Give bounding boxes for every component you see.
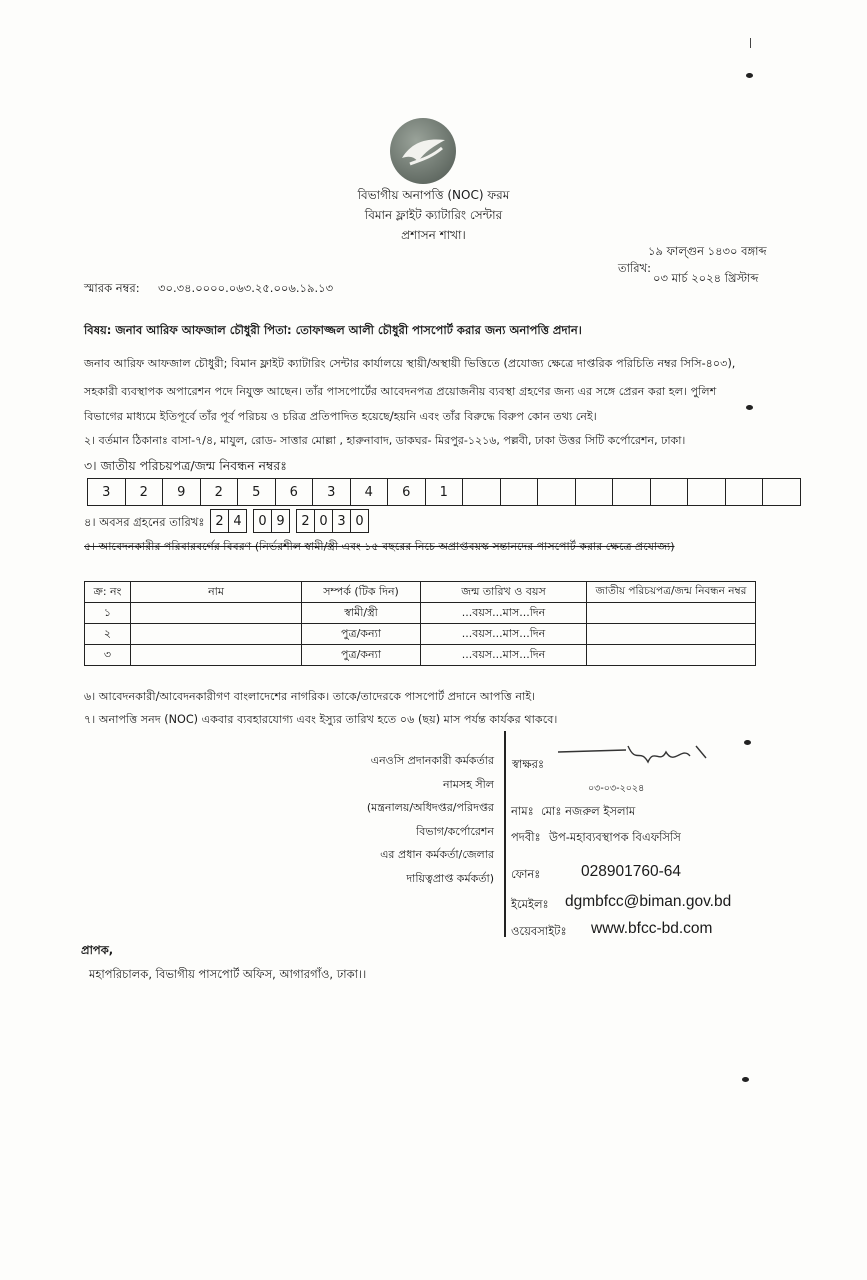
body-line-2: সহকারী ব্যবস্থাপক অপারেশন পদে নিযুক্ত আছেন। তাঁর পাসপোর্টের আবেদনপত্র প্রয়োজনীয় ব্যবস্থা গ্রহণের জন্য এর সঙ্গে প্রেরন করা হল। পুলিশ bbox=[84, 385, 717, 398]
sign-date: ০৩-০৩-২০২৪ bbox=[588, 783, 645, 794]
row-nid bbox=[587, 645, 756, 666]
nid-digit-cell bbox=[575, 479, 613, 506]
retirement-month-cell: 0 bbox=[254, 510, 272, 533]
row-age: ...বয়স...মাস...দিন bbox=[421, 624, 587, 645]
col-relation: সম্পর্ক (টিক দিন) bbox=[302, 582, 421, 603]
nid-digit-cell bbox=[763, 479, 801, 506]
nid-digit-cell: 5 bbox=[238, 479, 276, 506]
scan-dot bbox=[746, 73, 753, 78]
retirement-year-cell: 0 bbox=[315, 510, 333, 533]
org-name: বিমান ফ্লাইট ক্যাটারিং সেন্টার bbox=[364, 208, 503, 222]
officer-line: এনওসি প্রদানকারী কর্মকর্তার bbox=[370, 754, 494, 767]
scan-dot bbox=[742, 1077, 749, 1082]
date-gap bbox=[247, 510, 254, 533]
table-row bbox=[85, 624, 756, 645]
retirement-label: ৪। অবসর গ্রহনের তারিখঃ bbox=[84, 515, 205, 529]
nid-digit-cell: 4 bbox=[350, 479, 388, 506]
row-nid bbox=[587, 624, 756, 645]
scan-dot bbox=[746, 405, 753, 410]
nid-digit-cell: 3 bbox=[313, 479, 351, 506]
body-line-1: জনাব আরিফ আফজাল চৌধুরী; বিমান ফ্লাইট ক্যাটারিং সেন্টার কার্যালয়ে স্থায়ী/অস্থায়ী ভিত্তিতে (প্রযোজ্য ক্ষেত্রে দাপ্তরিক পরিচিতি নম্বর সিসি-৪০৩), bbox=[84, 357, 736, 370]
scan-dot bbox=[744, 740, 751, 745]
family-table bbox=[84, 581, 756, 666]
officer-block bbox=[300, 749, 494, 890]
memo-label: স্মারক নম্বর: bbox=[84, 281, 140, 295]
signatory-designation: উপ-মহাব্যবস্থাপক বিএফসিসি bbox=[549, 830, 681, 844]
table-row bbox=[85, 603, 756, 624]
address-line: ২। বর্তমান ঠিকানাঃ বাসা-৭/৪, মাযুল, রোড- সাত্তার মোল্লা , হারুনাবাদ, ডাকঘর- মিরপুর-১২১৬, পল্লবী, ঢাকা উত্তর সিটি কর্পোরেশন, ঢাকা। bbox=[84, 434, 686, 447]
nid-digit-cell bbox=[725, 479, 763, 506]
name-label: নামঃ bbox=[511, 804, 534, 818]
designation-label: পদবীঃ bbox=[511, 830, 541, 844]
nid-digit-cell bbox=[463, 479, 501, 506]
email-label: ইমেইলঃ bbox=[511, 897, 549, 911]
date-label: তারিখ: bbox=[618, 261, 652, 275]
website-url: www.bfcc-bd.com bbox=[591, 920, 713, 937]
date-gregorian: ০৩ মার্চ ২০২৪ খ্রিস্টাব্দ bbox=[653, 271, 759, 285]
nid-digit-cell: 6 bbox=[388, 479, 426, 506]
nid-digit-cell: 1 bbox=[425, 479, 463, 506]
recipient-name: মহাপরিচালক, বিভাগীয় পাসপোর্ট অফিস, আগারগাঁও, ঢাকা।। bbox=[89, 967, 367, 981]
retirement-date-grid bbox=[210, 509, 369, 533]
sign-label: স্বাক্ষরঃ bbox=[512, 757, 545, 771]
clause-6: ৬। আবেদনকারী/আবেদনকারীগণ বাংলাদেশের নাগরিক। তাকে/তাদেরকে পাসপোর্ট প্রদানে আপত্তি নাই। bbox=[84, 690, 536, 703]
email-address: dgmbfcc@biman.gov.bd bbox=[565, 893, 732, 910]
row-serial: ২ bbox=[85, 624, 131, 645]
body-line-3: বিভাগের মাধ্যমে ইতিপূর্বে তাঁর পূর্ব পরিচয় ও চরিত্র প্রতিপাদিত হয়েছে/হয়নি এবং তাঁর বিরুদ্ধে বিরুপ কোন তথ্য নেই। bbox=[84, 410, 597, 423]
subject-line: বিষয়: জনাব আরিফ আফজাল চৌধুরী পিতা: তোফাজ্জল আলী চৌধুরী পাসপোর্ট করার জন্য অনাপত্তি প্রদান। bbox=[84, 323, 582, 337]
retirement-year-cell: 0 bbox=[351, 510, 369, 533]
officer-line: নামসহ সীল bbox=[442, 777, 494, 791]
row-age: ...বয়স...মাস...দিন bbox=[421, 603, 587, 624]
retirement-year-cell: 3 bbox=[333, 510, 351, 533]
divider-line bbox=[504, 731, 506, 937]
family-table-header bbox=[85, 582, 756, 603]
branch-name: প্রশাসন শাখা। bbox=[401, 228, 466, 242]
biman-logo bbox=[390, 118, 456, 184]
nid-digit-cell: 3 bbox=[88, 479, 126, 506]
officer-line: বিভাগ/কর্পোরেশন bbox=[416, 824, 494, 838]
date-bangla: ১৯ ফাল্গুন ১৪৩০ বঙ্গাব্দ bbox=[648, 244, 767, 258]
phone-number: 028901760-64 bbox=[581, 863, 681, 880]
handwritten-signature bbox=[556, 742, 716, 772]
col-name: নাম bbox=[131, 582, 302, 603]
nid-grid bbox=[87, 478, 801, 506]
retirement-day-cell: 2 bbox=[211, 510, 229, 533]
row-relation: স্বামী/স্ত্রী bbox=[302, 603, 421, 624]
officer-line: দায়িত্বপ্রাপ্ত কর্মকর্তা) bbox=[406, 871, 494, 885]
nid-digit-cell: 6 bbox=[275, 479, 313, 506]
clause-7: ৭। অনাপত্তি সনদ (NOC) একবার ব্যবহারযোগ্য এবং ইস্যুর তারিখ হতে ০৬ (ছয়) মাস পর্যন্ত কার্যকর থাকবে। bbox=[84, 713, 558, 726]
nid-digit-cell: 2 bbox=[125, 479, 163, 506]
col-nid: জাতীয় পরিচয়পত্র/জন্ম নিবন্ধন নম্বর bbox=[587, 582, 756, 603]
nid-digit-cell bbox=[500, 479, 538, 506]
col-serial: ক্র: নং bbox=[85, 582, 131, 603]
scan-mark bbox=[750, 38, 751, 48]
row-name bbox=[131, 603, 302, 624]
website-label: ওয়েবসাইটঃ bbox=[511, 924, 567, 938]
row-serial: ৩ bbox=[85, 645, 131, 666]
retirement-month-cell: 9 bbox=[272, 510, 290, 533]
nid-digit-cell bbox=[688, 479, 726, 506]
col-dob: জন্ম তারিখ ও বয়স bbox=[421, 582, 587, 603]
recipient-label: প্রাপক, bbox=[81, 943, 114, 957]
retirement-year-cell: 2 bbox=[297, 510, 315, 533]
nid-digit-cell: 9 bbox=[163, 479, 201, 506]
table-row bbox=[85, 645, 756, 666]
officer-line: এর প্রধান কর্মকর্তা/জেলার bbox=[380, 848, 494, 861]
form-title: বিভাগীয় অনাপত্তি (NOC) ফরম bbox=[357, 188, 510, 202]
row-age: ...বয়স...মাস...দিন bbox=[421, 645, 587, 666]
date-gap bbox=[290, 510, 297, 533]
nid-digit-cell bbox=[613, 479, 651, 506]
row-relation: পুত্র/কন্যা bbox=[302, 645, 421, 666]
phone-label: ফোনঃ bbox=[511, 867, 541, 881]
nid-digit-cell bbox=[650, 479, 688, 506]
nid-label: ৩। জাতীয় পরিচয়পত্র/জন্ম নিবন্ধন নম্বরঃ bbox=[84, 458, 287, 473]
officer-line: (মন্ত্রনালয়/অধিদপ্তর/পরিদপ্তর bbox=[366, 801, 494, 814]
retirement-day-cell: 4 bbox=[229, 510, 247, 533]
row-name bbox=[131, 624, 302, 645]
row-name bbox=[131, 645, 302, 666]
nid-digit-cell: 2 bbox=[200, 479, 238, 506]
nid-digit-cell bbox=[538, 479, 576, 506]
row-serial: ১ bbox=[85, 603, 131, 624]
family-heading: ৫। আবেদনকারীর পরিবারবর্গের বিবরণ (নির্ভরশীল স্বামী/স্ত্রী এবং ১৫ বছরের নিচে অপ্রাপ্তবয়স্ক সন্তানদের পাসপোর্ট করার ক্ষেত্রে প্রযোজ্য) bbox=[84, 540, 675, 553]
row-nid bbox=[587, 603, 756, 624]
row-relation: পুত্র/কন্যা bbox=[302, 624, 421, 645]
signatory-name: মোঃ নজরুল ইসলাম bbox=[541, 804, 636, 818]
memo-number: ৩০.৩৪.০০০০.০৬৩.২৫.০০৬.১৯.১৩ bbox=[158, 281, 334, 295]
